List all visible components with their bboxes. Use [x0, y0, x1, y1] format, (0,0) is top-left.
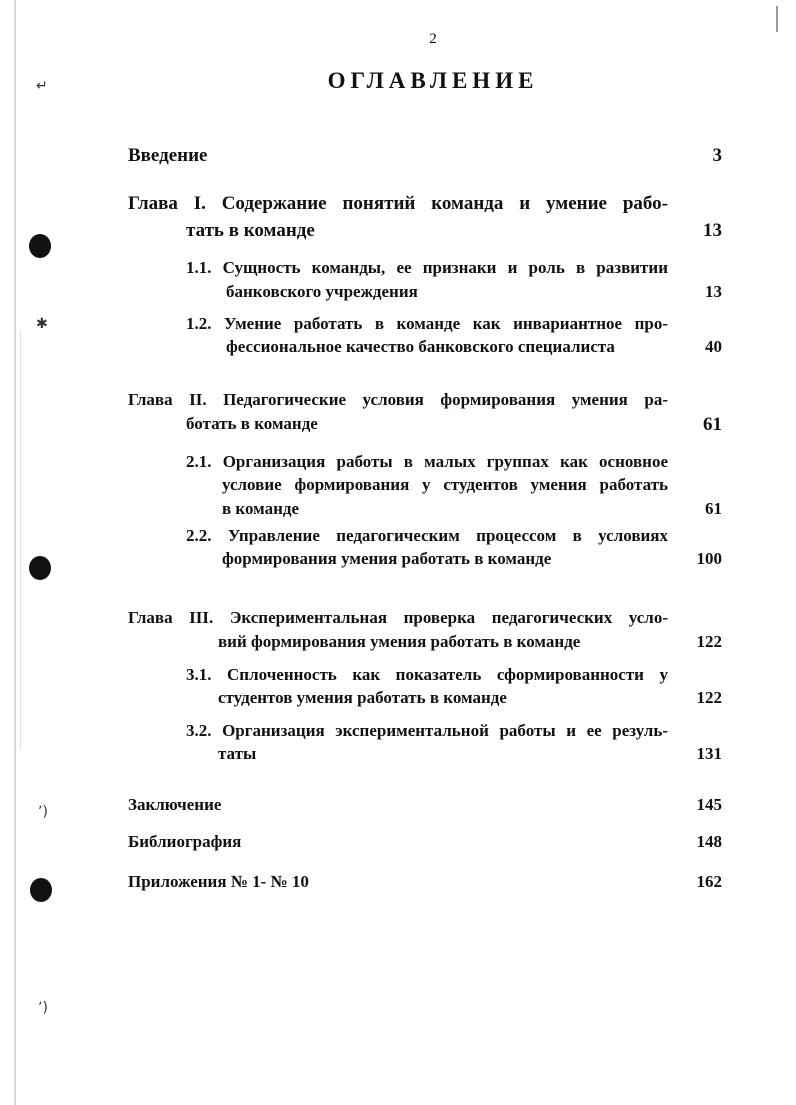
punch-hole — [29, 234, 51, 258]
punch-hole — [30, 878, 52, 902]
toc-chapter-2-title: Глава II. Педагогические условия формирования умения ра- — [128, 390, 668, 409]
toc-section-2-1-cont: условие формирования у студентов умения работать — [222, 475, 668, 494]
toc-section-1-2-page: 40 — [705, 337, 722, 356]
toc-appendices-page: 162 — [696, 872, 722, 891]
toc-conclusion-label: Заключение — [128, 795, 222, 814]
toc-section-3-2-page: 131 — [696, 744, 722, 763]
toc-section-2-1: 2.1. Организация работы в малых группах как основное — [186, 452, 668, 471]
page-number: 2 — [429, 31, 437, 47]
toc-chapter-1-page: 13 — [703, 220, 722, 241]
scan-mark: ʼ) — [38, 804, 48, 820]
toc-conclusion-page: 145 — [696, 795, 722, 814]
toc-chapter-1-title-cont: тать в команде — [186, 220, 315, 241]
toc-section-2-1-cont: в команде — [222, 499, 300, 518]
toc-intro-label: Введение — [128, 145, 208, 166]
toc-intro-page: 3 — [712, 145, 722, 166]
scan-edge-line — [14, 0, 16, 1105]
toc-chapter-1-title: Глава I. Содержание понятий команда и умение рабо- — [128, 193, 668, 214]
toc-chapter-3-page: 122 — [696, 632, 722, 651]
toc-appendices-label: Приложения № 1- № 10 — [128, 872, 309, 891]
toc-section-2-1-page: 61 — [705, 499, 722, 518]
toc-chapter-2-page: 61 — [703, 414, 722, 435]
toc-chapter-3-title: Глава III. Экспериментальная проверка педагогических усло- — [128, 608, 668, 627]
toc-section-1-1-page: 13 — [705, 282, 722, 301]
scan-edge-line — [20, 330, 21, 750]
toc-section-1-1-cont: банковского учреждения — [226, 282, 418, 301]
scan-edge-mark — [776, 6, 778, 32]
toc-bibliography-label: Библиография — [128, 832, 242, 851]
toc-section-3-1-page: 122 — [696, 688, 722, 707]
toc-section-2-2-page: 100 — [696, 549, 722, 568]
scan-mark: ʼ) — [38, 1000, 48, 1016]
punch-hole — [29, 556, 51, 580]
toc-section-3-2: 3.2. Организация экспериментальной работы и ее резуль- — [186, 721, 668, 740]
toc-section-1-2-cont: фессиональное качество банковского специалиста — [226, 337, 615, 356]
toc-section-3-1-cont: студентов умения работать в команде — [218, 688, 507, 707]
toc-section-3-1: 3.1. Сплоченность как показатель сформированности у — [186, 665, 668, 684]
toc-section-2-2-cont: формирования умения работать в команде — [222, 549, 552, 568]
toc-section-2-2: 2.2. Управление педагогическим процессом в условиях — [186, 526, 668, 545]
page-title: ОГЛАВЛЕНИЕ — [327, 68, 539, 93]
toc-chapter-3-title-cont: вий формирования умения работать в команде — [218, 632, 581, 651]
scan-mark: ✱ — [36, 316, 48, 332]
toc-chapter-2-title-cont: ботать в команде — [186, 414, 318, 433]
toc-bibliography-page: 148 — [696, 832, 722, 851]
toc-section-3-2-cont: таты — [218, 744, 257, 763]
scan-mark: ↵ — [36, 78, 48, 94]
toc-section-1-2: 1.2. Умение работать в команде как инвариантное про- — [186, 314, 668, 333]
toc-section-1-1: 1.1. Сущность команды, ее признаки и роль в развитии — [186, 258, 668, 277]
